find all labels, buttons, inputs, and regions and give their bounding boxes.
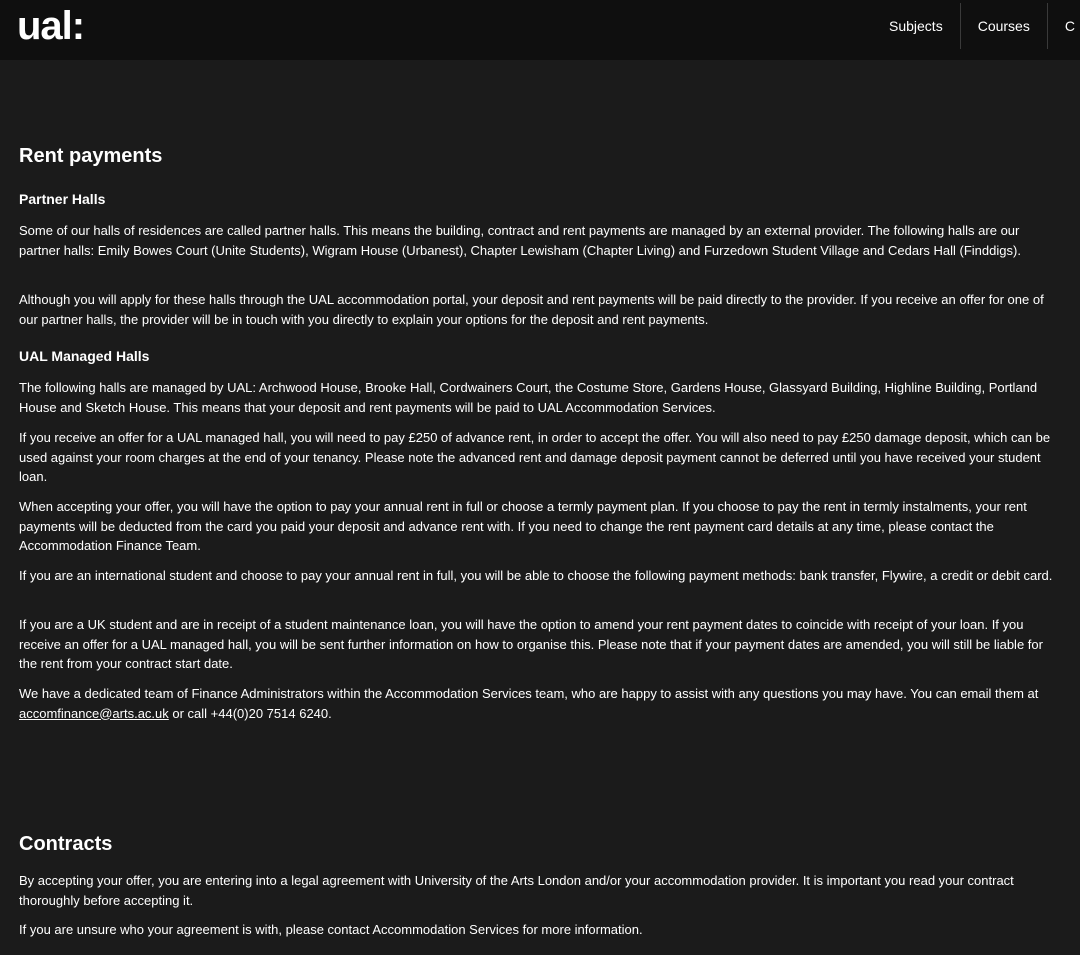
partner-halls-paragraph: Although you will apply for these halls through the UAL accommodation portal, your deposit and rent payments will be paid directly to the provider. If you receive an offer for one of our partner halls, the provider will be in touch with you directly to explain your options for the deposit and rent payments.	[19, 292, 1044, 327]
finance-email-link[interactable]: accomfinance@arts.ac.uk	[19, 705, 169, 721]
partner-halls-paragraph: Some of our halls of residences are called partner halls. This means the building, contract and rent payments are managed by an external provider. The following halls are our partner halls: Emily Bowes Court (Unite Students), Wigram House (Urbanest), Chapter Lewisham (Chapter Living) and Furzedown Student Village and Cedars Hall (Finddigs).	[19, 223, 1021, 258]
nav-subjects[interactable]: Subjects	[889, 18, 943, 34]
managed-halls-heading: UAL Managed Halls	[19, 348, 150, 364]
finance-text: We have a dedicated team of Finance Administrators within the Accommodation Services team, who are happy to assist with any questions you may have. You can email them at	[19, 686, 1039, 701]
nav-item-truncated[interactable]: C	[1064, 18, 1075, 34]
contracts-heading: Contracts	[19, 833, 113, 855]
nav-courses[interactable]: Courses	[977, 18, 1030, 34]
main-nav	[872, 0, 1080, 50]
managed-halls-paragraph: If you are an international student and choose to pay your annual rent in full, you will be able to choose the following payment methods: bank transfer, Flywire, a credit or debit card.	[19, 568, 1053, 583]
managed-halls-paragraph: The following halls are managed by UAL: Archwood House, Brooke Hall, Cordwainers Court, the Costume Store, Gardens House, Glassyard Building, Highline Building, Portland House and Sketch House. This means that your deposit and rent payments will be paid to UAL Accommodation Services.	[19, 380, 1038, 415]
contracts-paragraph: If you are unsure who your agreement is with, please contact Accommodation Services for more information.	[19, 922, 643, 937]
contracts-paragraph: By accepting your offer, you are entering into a legal agreement with University of the Arts London and/or your accommodation provider. It is important you read your contract thoroughly before accepting it.	[19, 873, 1014, 908]
rent-payments-heading: Rent payments	[19, 145, 163, 167]
finance-phone-text: or call +44(0)20 7514 6240.	[168, 705, 332, 721]
site-header	[0, 0, 1080, 60]
managed-halls-paragraph: If you are a UK student and are in receipt of a student maintenance loan, you will have the option to amend your rent payment dates to coincide with receipt of your loan. If you receive an offer for a UAL managed hall, you will be sent further information on how to organise this. Please note that if your payment dates are amended, you will still be liable for the rent from your contract start date.	[19, 617, 1043, 672]
partner-halls-heading: Partner Halls	[19, 191, 106, 207]
managed-halls-paragraph: If you receive an offer for a UAL managed hall, you will need to pay £250 of advance rent, in order to accept the offer. You will also need to pay £250 damage deposit, which can be used against your room charges at the end of your tenancy. Please note the advanced rent and damage deposit payment cannot be deferred until you have received your student loan.	[19, 430, 1051, 485]
ual-logo[interactable]: ual:	[17, 4, 85, 48]
finance-contact-paragraph	[19, 684, 1057, 723]
managed-halls-paragraph: When accepting your offer, you will have the option to pay your annual rent in full or choose a termly payment plan. If you choose to pay the rent in termly instalments, your rent payments will be deducted from the card you paid your deposit and advance rent with. If you need to change the rent payment card details at any time, please contact the Accommodation Finance Team.	[19, 499, 1027, 554]
